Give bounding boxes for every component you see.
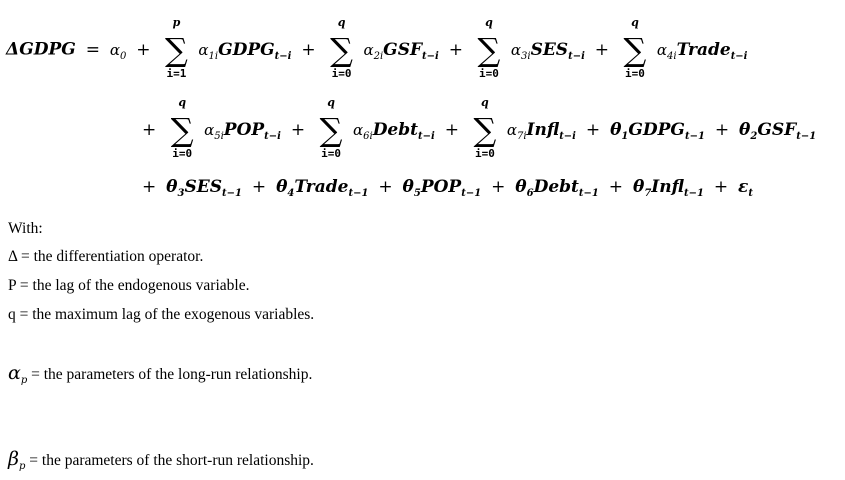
coef-a2i: $\alpha_{2i}$	[363, 40, 384, 62]
term-gsf-lag: $GSF_{t-i}$	[383, 39, 439, 62]
beta-definition-text: = the parameters of the short-run relationship.	[29, 452, 314, 469]
alpha0: $\alpha_0$	[109, 40, 127, 62]
term-infl-lag: Infl$_{t-i}$	[526, 119, 576, 142]
summation-4: q ∑ i=0	[623, 16, 647, 80]
theta3-term: $\theta_3SES_{t-1}$	[166, 177, 242, 199]
theta4-term: $\theta_4Trade_{t-1}$	[276, 177, 369, 199]
theta1-term: $\theta_1GDPG_{t-1}$	[610, 119, 705, 142]
beta-definition	[8, 450, 314, 476]
summation-3: q ∑ i=0	[477, 16, 501, 80]
term-ses-lag: $SES_{t-i}$	[530, 39, 585, 62]
coef-a4i: $\alpha_{4i}$	[656, 40, 677, 62]
with-label: With:	[8, 220, 43, 237]
alpha-definition-text: = the parameters of the long-run relationship.	[31, 366, 313, 383]
equation-line-1: ΔGDPG = $\alpha_0$ + p ∑ i=1 $\alpha_{1i}GDPG_{t-i}$ + q ∑ i=0 $\alpha_{2i}GSF_{t-i}$ + q ∑ i=0 $\alpha_{3i}SES_{t-i}$ + q ∑ i=0 $\alpha_{4i}Trade_{t-i}$	[6, 16, 748, 80]
beta-symbol: $\beta_p$	[8, 448, 26, 472]
equals-sign: =	[85, 39, 100, 60]
term-debt-lag: Debt$_{t-i}$	[372, 119, 435, 142]
term-trade-lag: Trade$_{t-i}$	[676, 39, 748, 62]
summation-7: q ∑ i=0	[473, 96, 497, 160]
coef-a6i: $\alpha_{6i}$	[352, 120, 373, 142]
alpha-symbol: $\alpha_p$	[8, 362, 28, 386]
term-pop-lag: $POP_{t-i}$	[223, 119, 281, 142]
term-gdpg-lag: $GDPG_{t-i}$	[218, 39, 292, 62]
delta-definition: Δ = the differentiation operator.	[8, 248, 204, 265]
summation-6: q ∑ i=0	[319, 96, 343, 160]
theta6-term: $\theta_6Debt_{t-1}$	[515, 177, 599, 199]
theta7-term: $\theta_7Infl_{t-1}$	[632, 177, 704, 199]
coef-a3i: $\alpha_{3i}$	[510, 40, 531, 62]
error-term: $\varepsilon_t$	[738, 177, 753, 199]
p-definition: P = the lag of the endogenous variable.	[8, 277, 250, 294]
coef-a7i: $\alpha_{7i}$	[506, 120, 527, 142]
summation-2: q ∑ i=0	[330, 16, 353, 80]
q-definition: q = the maximum lag of the exogenous variables.	[8, 306, 315, 323]
summation-1: p ∑ i=1	[165, 16, 188, 80]
coef-a5i: $\alpha_{5i}$	[204, 120, 224, 142]
equation-line-3: + $\theta_3SES_{t-1}$ + $\theta_4Trade_{t-1} + \theta_5POP_{t-1}$ + $\theta_6Debt_{t-1}$ + $\theta_7Infl_{t-1} + \varepsilon_t$	[142, 177, 753, 199]
lhs-term: ΔGDPG	[6, 39, 76, 60]
equation-line-2: + q ∑ i=0 $\alpha_{5i}POP_{t-i}$ + q ∑ i=0 $\alpha_{6i}Debt_{t-i}$ + q ∑ i=0 $\alpha_{7i}Infl_{t-i}$ + $\theta_1GDPG_{t-1} + \theta_2GSF_{t-1}$	[142, 96, 817, 160]
summation-5: q ∑ i=0	[170, 96, 194, 160]
coef-a1i: $\alpha_{1i}$	[198, 40, 219, 62]
theta5-term: $\theta_5POP_{t-1}$	[402, 177, 482, 199]
theta2-term: $\theta_2GSF_{t-1}$	[739, 119, 817, 142]
alpha-definition	[8, 364, 312, 390]
